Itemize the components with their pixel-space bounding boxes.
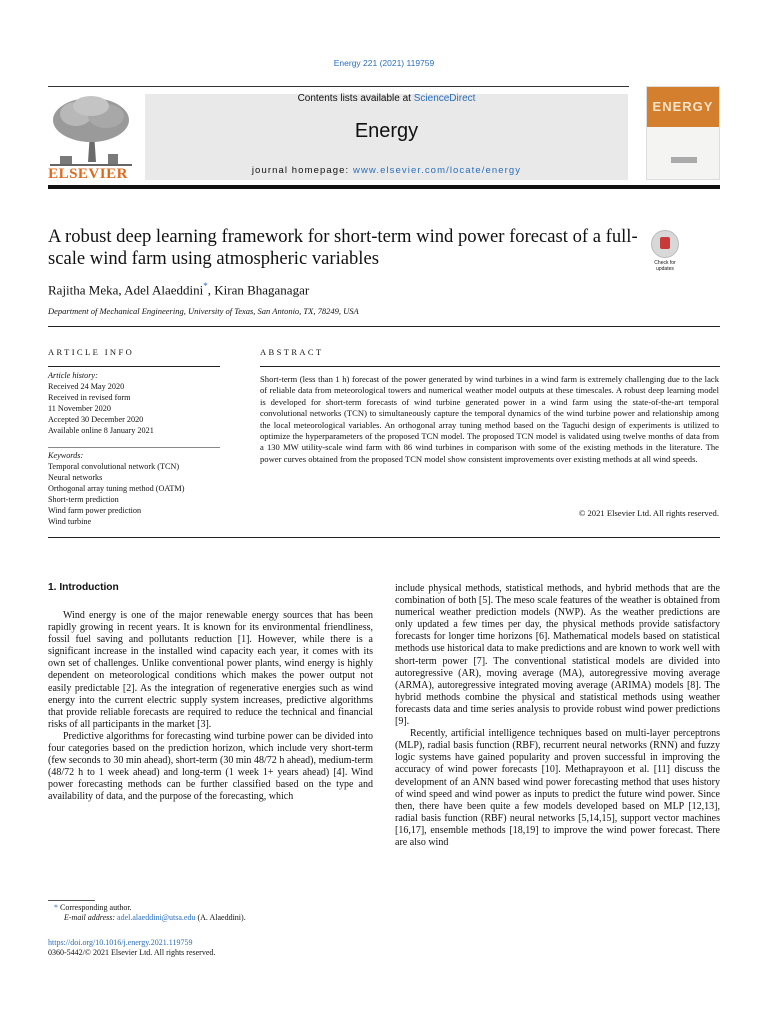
- article-title: A robust deep learning framework for short-term wind power forecast of a full-scale wind farm using atmospheric variables: [48, 226, 638, 269]
- doi-link[interactable]: https://doi.org/10.1016/j.energy.2021.119759: [48, 938, 193, 947]
- footnote-email: [64, 913, 246, 923]
- email-label: E-mail address:: [64, 913, 118, 922]
- body-paragraph: Predictive algorithms for forecasting wind turbine power can be divided into four categories based on the prediction horizon, which include very short-term (few seconds to 30 min ahead), short-term (30 min 48/72 h ahead), medium-term (48/72 h to 1 week ahead) and long-term (1 week 1+ years ahead) [4]. Wind power forecasting methods can be further classified based on the type and availability of data, and the purpose of the forecasting, which: [48, 730, 373, 803]
- body-paragraph: include physical methods, statistical methods, and hybrid methods that are the combination of both [5]. The meso scale features of the weather is obtained from numerical weather prediction models (NWP). As the weather predictions are only updated a few times per day, the physical methods provide satisfactory forecasts for longer time horizons [6]. Mathematical models based on statistical methods use historical data to make predictions and are known to work well with short-term power [7]. The conventional statistical models are divided into autoregressive (AR), moving average (MA), autoregressive moving average (ARMA), autoregressive integrated moving average (ARIMA) models [8]. The hybrid methods combine the physical and statistical methods using weather forecasts data and time series analysis to provide robust wind power predictions [9].: [395, 583, 720, 728]
- article-info-rule: [48, 366, 220, 367]
- homepage-prefix: journal homepage:: [251, 165, 353, 176]
- crossmark-icon: [651, 230, 679, 258]
- journal-homepage: [145, 165, 628, 176]
- keyword-item: Temporal convolutional network (TCN): [48, 462, 180, 471]
- keyword-item: Neural networks: [48, 473, 103, 482]
- footnote-corresponding: [54, 903, 132, 913]
- authors-first: Rajitha Meka, Adel Alaeddini: [48, 282, 204, 298]
- journal-cover-thumbnail[interactable]: [646, 86, 720, 180]
- body-column-right: [395, 583, 720, 849]
- contents-line: [145, 93, 628, 104]
- doi-block: [48, 938, 215, 958]
- journal-name: Energy: [354, 120, 419, 142]
- history-item: Received in revised form: [48, 393, 131, 402]
- keywords-label: Keywords:: [48, 451, 84, 460]
- issn-line: 0360-5442/© 2021 Elsevier Ltd. All rights reserved.: [48, 948, 216, 957]
- abstract-heading: ABSTRACT: [260, 347, 324, 357]
- divider-rule: [48, 326, 720, 327]
- section-heading: 1. Introduction: [48, 582, 119, 593]
- footnote-rule: [48, 900, 95, 901]
- history-item: 11 November 2020: [48, 404, 111, 413]
- author-list: [48, 281, 309, 298]
- body-column-left: [48, 610, 373, 804]
- crossmark-badge[interactable]: [647, 230, 683, 270]
- body-paragraph: Wind energy is one of the major renewable energy sources that has been rapidly growing in recent years. It is known for its environmental friendliness, fossil fuel saving and pollutants reduction [1]. However, while there is a significant increase in the installed wind capacity each year, it comes with its own set of challenges. Unlike conventional power plants, wind energy is highly dependent on meteorological conditions which makes the power output not easily predictable [2]. As the integration of regenerative energies such as wind energy into the current electric supply system increases, predictive algorithms that provide reliable forecasts are required to reduce the technical and financial risks of all participants in the market [3].: [48, 610, 373, 730]
- email-link[interactable]: adel.alaeddini@utsa.edu: [117, 913, 196, 922]
- keyword-item: Orthogonal array tuning method (OATM): [48, 484, 185, 493]
- history-item: Received 24 May 2020: [48, 382, 125, 391]
- keyword-item: Wind turbine: [48, 517, 92, 526]
- body-paragraph: Recently, artificial intelligence techniques based on multi-layer perceptrons (MLP), radial basis function (RBF), recurrent neural networks (RNN) and fuzzy logic systems have gained popularity and proven successful in improving the accuracy of wind power forecasts [10]. Methaprayoon et al. [11] discuss the development of an ANN based wind power forecasting method that uses history of wind speed and wind power as inputs to predict the future wind power. Since then, there have been quite a few models developed based on MLP [12,13], radial basis function (RBF) neural networks [5,14,15], support vector machines [16,17], ensemble methods [18,19] to improve the wind power forecast. There are also wind: [395, 728, 720, 848]
- header-thick-rule: [48, 185, 720, 189]
- keywords-rule: [48, 447, 220, 448]
- history-item: Available online 8 January 2021: [48, 426, 154, 435]
- sciencedirect-link[interactable]: ScienceDirect: [413, 93, 476, 104]
- header-rule: [48, 86, 629, 87]
- article-info-heading: ARTICLE INFO: [48, 347, 135, 357]
- history-item: Accepted 30 December 2020: [48, 415, 144, 424]
- affiliation: Department of Mechanical Engineering, University of Texas, San Antonio, TX, 78249, USA: [48, 306, 359, 316]
- history-label: Article history:: [48, 371, 98, 380]
- elsevier-wordmark: ELSEVIER: [48, 166, 128, 182]
- contents-prefix: Contents lists available at: [297, 93, 414, 104]
- abstract-text: Short-term (less than 1 h) forecast of the power generated by wind turbines in a wind farm is extremely challenging due to the lack of reliable data from meteorological towers and numerical weather model outputs at these timescales. A robust deep learning model is developed for short-term forecasts of wind turbine generated power in a wind farm using the state-of-the-art temporal convolutional networks (TCN) to simultaneously capture the temporal dynamics of the wind turbine power and relationship among the local meteorological variables. An orthogonal array tuning method based on the Taguchi design of experiments is utilized to optimize the hyperparameters of the proposed TCN model. The proposed TCN model is validated using twelve months of data from a 130 MW utility-scale wind farm with 86 wind turbines in comparison with some of the existing methods in the literature. The power curves obtained from the proposed TCN model show consistent improvements over existing methods at all wind speeds.: [260, 374, 719, 464]
- keyword-item: Short-term prediction: [48, 495, 119, 504]
- abstract-rule: [260, 366, 720, 367]
- crossmark-label: Check for updates: [654, 260, 676, 272]
- divider-rule: [48, 537, 720, 538]
- keyword-item: Wind farm power prediction: [48, 506, 142, 515]
- homepage-link[interactable]: www.elsevier.com/locate/energy: [352, 165, 522, 176]
- email-suffix: (A. Alaeddini).: [195, 913, 246, 922]
- footnote-mark: *: [54, 903, 58, 912]
- abstract-copyright: © 2021 Elsevier Ltd. All rights reserved.: [578, 508, 719, 518]
- corresponding-author-mark[interactable]: *: [203, 281, 208, 291]
- corresponding-label: Corresponding author.: [60, 903, 132, 912]
- cover-publisher-mark: [671, 157, 697, 163]
- authors-rest: , Kiran Bhaganagar: [207, 282, 310, 298]
- cover-title: ENERGY: [652, 99, 714, 114]
- journal-citation[interactable]: Energy 221 (2021) 119759: [333, 58, 435, 68]
